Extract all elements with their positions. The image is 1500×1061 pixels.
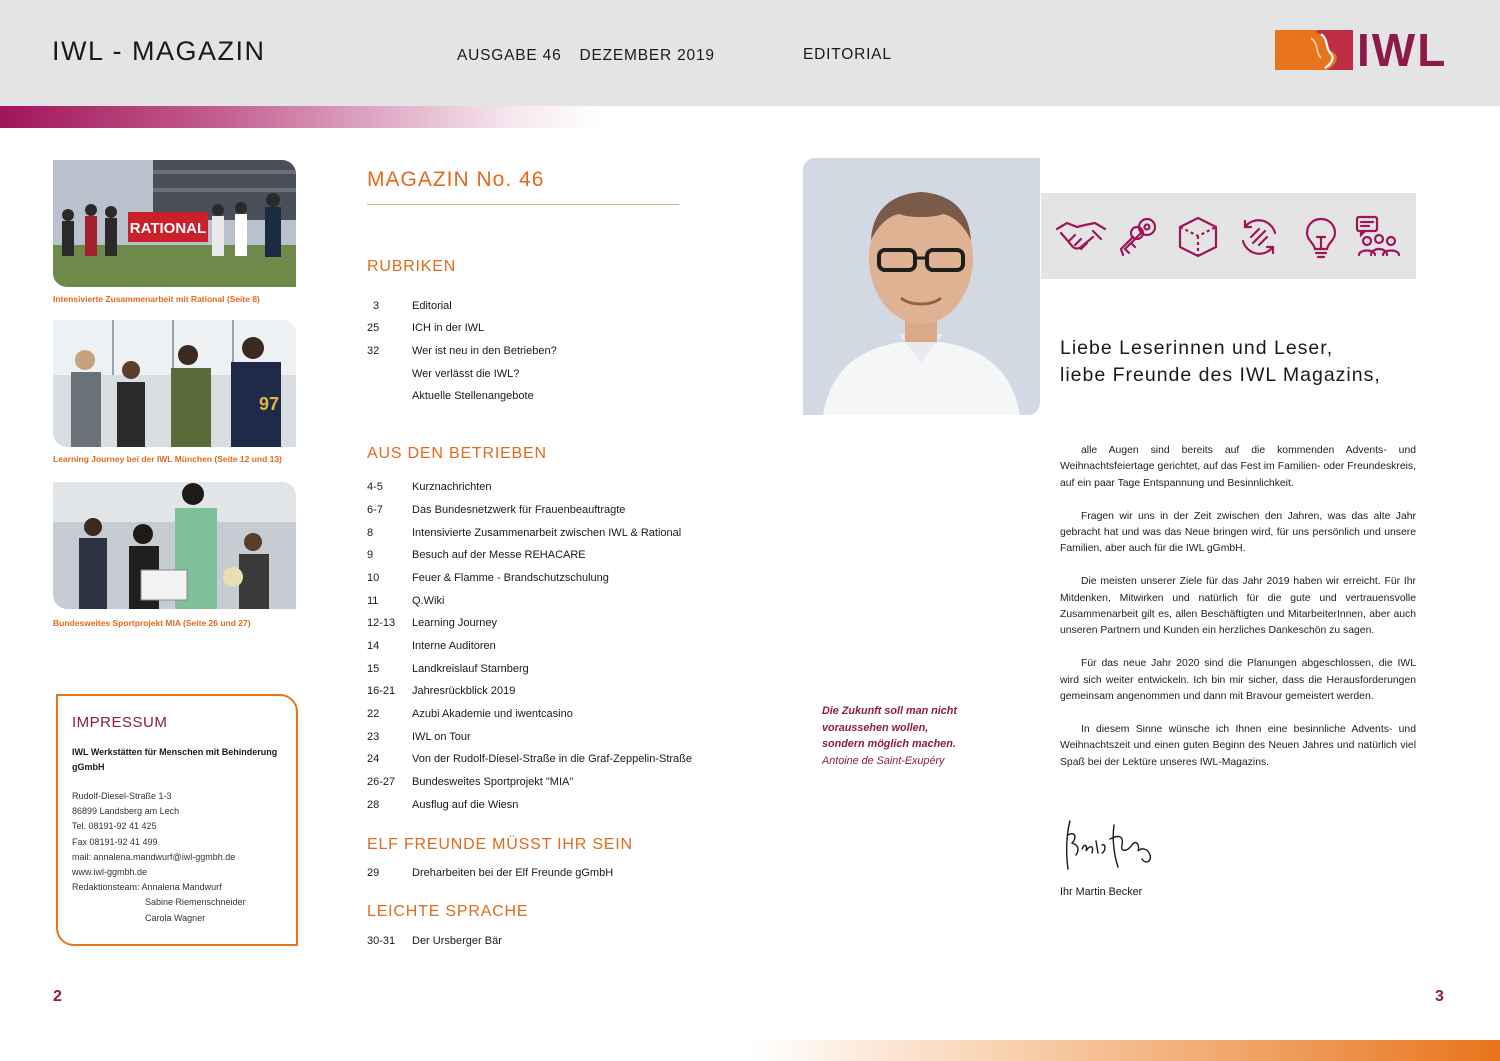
toc-page: 16-21 [367, 685, 396, 697]
toc-entry: Das Bundesnetzwerk für Frauenbeauftragte [412, 504, 626, 516]
photo-caption-3: Bundesweites Sportprojekt MIA (Seite 26 und 27) [53, 618, 251, 628]
impressum-title: IMPRESSUM [72, 714, 168, 731]
bottom-accent-bar [750, 1040, 1500, 1061]
toc-page: 24 [367, 753, 380, 765]
editorial-paragraph: Fragen wir uns in der Zeit zwischen den Jahren, was das alte Jahr gebracht hat und was das Neue bringen wird, für uns persönlich und unsere Familien, aber auch für die IWL gGmbH. [1060, 510, 1416, 555]
greeting-line: liebe Freunde des IWL Magazins, [1060, 364, 1381, 386]
editorial-paragraph: alle Augen sind bereits auf die kommenden Advents- und Weihnachtsfeiertage gerichtet, auf das Fest im Familien- oder Freundeskreis, auf ein paar Tage Entspannung und Besinnlichkeit. [1060, 445, 1416, 489]
logo-text: IWL [1357, 24, 1448, 76]
toc-entry: Von der Rudolf-Diesel-Straße in die Graf-Zeppelin-Straße [412, 753, 693, 765]
toc-page: 11 [367, 595, 379, 607]
toc-page: 10 [367, 572, 380, 584]
toc-entry: Landkreislauf Starnberg [412, 663, 529, 675]
quote-line: voraussehen wollen, [822, 721, 929, 734]
toc-entry: IWL on Tour [412, 731, 471, 743]
quote-line: Die Zukunft soll man nicht [822, 705, 957, 717]
toc-page: 9 [367, 549, 374, 561]
cube-icon [1176, 215, 1220, 259]
svg-text:97: 97 [259, 394, 280, 414]
editorial-body [1060, 443, 1416, 787]
toc-page: 26-27 [367, 776, 396, 788]
toc-section-heading: LEICHTE SPRACHE [367, 903, 529, 920]
toc-entry: Aktuelle Stellenangebote [412, 390, 534, 402]
signoff: Ihr Martin Becker [1060, 886, 1143, 898]
page-number-left: 2 [53, 988, 62, 1005]
quote-author: Antoine de Saint-Exupéry [822, 755, 945, 767]
impressum-team-member: Carola Wagner [145, 912, 206, 923]
toc-divider [367, 204, 679, 205]
page-header [0, 0, 1500, 106]
toc-page: 29 [367, 867, 380, 879]
accent-bar [0, 106, 600, 128]
toc-page: 25 [367, 322, 380, 334]
greeting-line: Liebe Leserinnen und Leser, [1060, 337, 1334, 359]
toc-page: 12-13 [367, 617, 396, 629]
toc-page: 6-7 [367, 504, 383, 516]
impressum-team-member: Sabine Riemenschneider [145, 897, 246, 908]
photo-sportprojekt [53, 482, 296, 609]
toc-page: 23 [367, 731, 380, 743]
magazine-title: IWL - MAGAZIN [52, 36, 266, 66]
toc-page: 28 [367, 799, 380, 811]
toc-entry: ICH in der IWL [412, 322, 485, 334]
toc-section-heading: ELF FREUNDE MÜSST IHR SEIN [367, 836, 633, 853]
toc-entry: Editorial [412, 300, 452, 312]
exchange-icon [1237, 215, 1281, 259]
toc-entry: Intensivierte Zusammenarbeit zwischen IWL & Rational [412, 527, 682, 539]
editorial-paragraph: Für das neue Jahr 2020 sind die Planungen abgeschlossen, die IWL wird sich weiter entwickeln. Ich bin mir sicher, dass die Herausforderungen gemeinsam angenommen und dann mit Bravour gemeistert werden. [1060, 658, 1416, 703]
toc-section-heading: RUBRIKEN [367, 258, 457, 275]
toc-entry: Besuch auf der Messe REHACARE [412, 549, 586, 561]
rational-sign-text: RATIONAL [129, 220, 207, 237]
portrait-photo [803, 158, 1040, 415]
editorial-paragraph: In diesem Sinne wünsche ich Ihnen eine besinnliche Advents- und Weihnachtszeit und einen guten Beginn des Neuen Jahres und natürlich viel Spaß bei der Lektüre unseres IWL-Magazins. [1060, 723, 1416, 768]
impressum-line: mail: annalena.mandwurf@iwl-ggmbh.de [72, 851, 236, 862]
toc-entry: Bundesweites Sportprojekt "MIA" [412, 776, 574, 788]
logo-figure-icon [1275, 30, 1353, 70]
issue-info [457, 47, 715, 65]
toc-entry: Jahresrückblick 2019 [412, 685, 516, 697]
issue-number: AUSGABE 46 [457, 47, 562, 64]
quote [822, 703, 957, 753]
photo-caption-1: Intensivierte Zusammenarbeit mit Rational (Seite 8) [53, 294, 260, 304]
toc-page: 30-31 [367, 935, 396, 947]
toc-entry: Q.Wiki [412, 595, 445, 607]
impressum-line: 86899 Landsberg am Lech [72, 806, 180, 817]
toc-entry: Azubi Akademie und iwentcasino [412, 708, 573, 720]
lightbulb-icon [1299, 215, 1343, 259]
toc-entry: Dreharbeiten bei der Elf Freunde gGmbH [412, 867, 614, 879]
impressum-box [56, 694, 298, 946]
greeting [1060, 335, 1381, 389]
quote-line: sondern möglich machen. [822, 738, 956, 750]
impressum-details [72, 789, 282, 926]
toc-title: MAGAZIN No. 46 [367, 168, 545, 191]
keys-icon [1117, 215, 1161, 259]
section-label: EDITORIAL [803, 46, 892, 63]
toc-entry: Kurznachrichten [412, 481, 492, 493]
toc-entry: Ausflug auf die Wiesn [412, 799, 519, 811]
photo-rational [53, 160, 296, 287]
impressum-line: www.iwl-ggmbh.de [72, 867, 148, 878]
toc-page: 4-5 [367, 481, 383, 493]
photo-caption-2: Learning Journey bei der IWL München (Seite 12 und 13) [53, 454, 282, 464]
toc-entry: Learning Journey [412, 617, 498, 629]
toc-entry: Wer ist neu in den Betrieben? [412, 345, 557, 357]
editorial-paragraph: Die meisten unserer Ziele für das Jahr 2019 haben wir erreicht. Für Ihr Mitdenken, Mitwirken und natürlich für die gute und vertrauensvolle Zusammenarbeit gilt es, allen Beschäftigten und MitarbeiterInnen, aber auch unseren Partnern und Kunden ein herzliches Dankeschön zu sagen. [1060, 576, 1416, 637]
toc-page: 3 [373, 300, 380, 312]
team-icon [1355, 215, 1399, 259]
toc-page: 22 [367, 708, 380, 720]
photo-learning-journey [53, 320, 296, 447]
toc-entry: Feuer & Flamme - Brandschutzschulung [412, 572, 609, 584]
handshake-icon [1055, 215, 1099, 259]
toc-section-heading: AUS DEN BETRIEBEN [367, 445, 547, 462]
toc-page: 15 [367, 663, 380, 675]
toc-page: 14 [367, 640, 380, 652]
issue-date: DEZEMBER 2019 [579, 47, 715, 64]
icon-strip [1041, 193, 1416, 279]
impressum-org: IWL Werkstätten für Menschen mit Behinderung gGmbH [72, 747, 278, 772]
toc-entry: Wer verlässt die IWL? [412, 368, 520, 380]
impressum-line: Tel. 08191-92 41 425 [72, 821, 157, 832]
toc-entry: Interne Auditoren [412, 640, 496, 652]
toc-entry: Der Ursberger Bär [412, 935, 502, 947]
impressum-line: Rudolf-Diesel-Straße 1-3 [72, 791, 172, 801]
toc-page: 8 [367, 527, 374, 539]
signature [1062, 815, 1162, 875]
impressum-line: Redaktionsteam: Annalena Mandwurf [72, 882, 222, 893]
iwl-logo [1275, 24, 1448, 76]
page-number-right: 3 [1435, 988, 1444, 1005]
impressum-line: Fax 08191-92 41 499 [72, 836, 158, 847]
toc-page: 32 [367, 345, 380, 357]
